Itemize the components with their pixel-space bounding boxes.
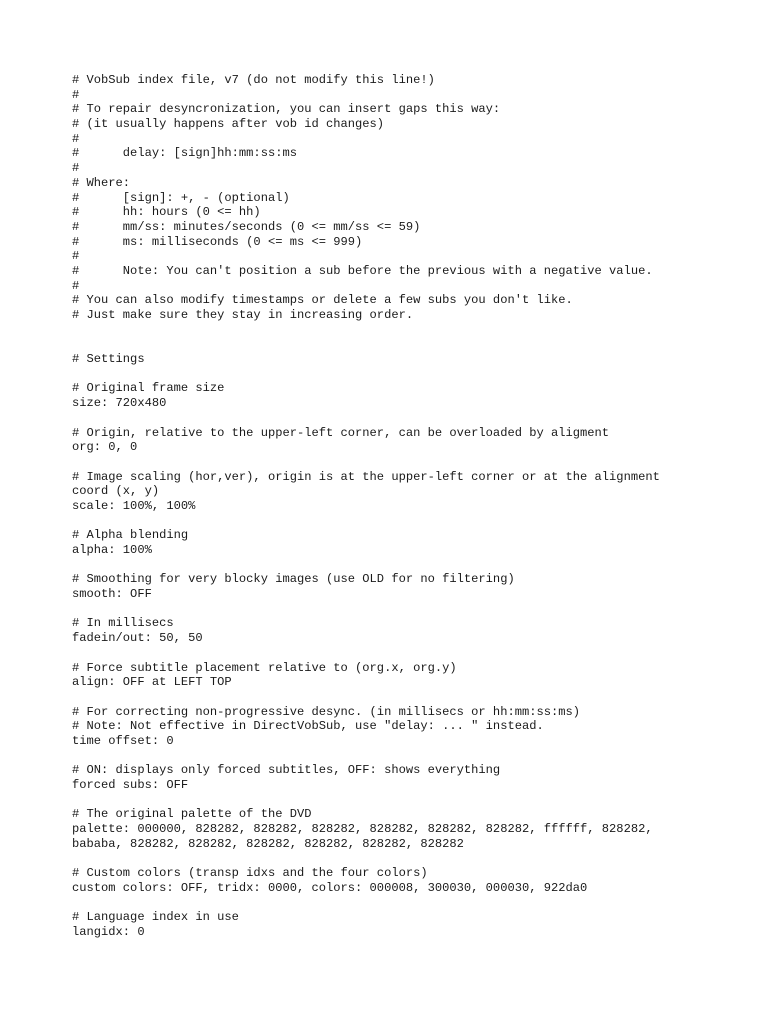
document-line [72, 602, 752, 617]
document-line: # mm/ss: minutes/seconds (0 <= mm/ss <= 59) [72, 219, 421, 234]
document-line [72, 749, 752, 764]
document-line: # ms: milliseconds (0 <= ms <= 999) [72, 234, 363, 249]
document-line: # Just make sure they stay in increasing order. [72, 308, 414, 322]
document-line: time offset: 0 [72, 733, 174, 748]
document-line [72, 646, 752, 661]
document-line: # [72, 249, 80, 264]
document-line: # Where: [72, 175, 131, 190]
document-line: fadein/out: 50, 50 [72, 631, 203, 646]
document-line [72, 558, 752, 573]
document-line: # Custom colors (transp idxs and the four colors) [72, 866, 428, 881]
document-line: # [sign]: +, - (optional) [72, 190, 290, 205]
document-line: smooth: OFF [72, 587, 152, 602]
document-line [72, 896, 752, 911]
document-line: # Language index in use [72, 910, 239, 925]
document-line [72, 455, 752, 470]
document-line: # delay: [sign]hh:mm:ss:ms [72, 146, 297, 161]
document-line [72, 411, 752, 426]
document-line: # To repair desyncronization, you can insert gaps this way: [72, 102, 501, 117]
document-line: # Force subtitle placement relative to (org.x, org.y) [72, 660, 457, 675]
document-line: # Settings [72, 352, 145, 367]
document-line: # VobSub index file, v7 (do not modify this line!) [72, 73, 435, 87]
document-line: # Image scaling (hor,ver), origin is at the upper-left corner or at the alignment [72, 469, 660, 484]
document-line: langidx: 0 [72, 924, 145, 939]
document-line: # [72, 278, 80, 293]
document-line: coord (x, y) [72, 484, 160, 499]
document-line [72, 337, 752, 352]
document-line: # (it usually happens after vob id changes) [72, 117, 385, 132]
document-line [72, 690, 752, 705]
document-line: # ON: displays only forced subtitles, OFF: shows everything [72, 763, 501, 778]
vobsub-index-document [72, 73, 752, 940]
document-line: # You can also modify timestamps or delete a few subs you don't like. [72, 293, 573, 308]
document-line: custom colors: OFF, tridx: 0000, colors: 000008, 300030, 000030, 922da0 [72, 880, 588, 895]
document-line: # Alpha blending [72, 528, 189, 543]
document-line: size: 720x480 [72, 396, 167, 411]
document-line: scale: 100%, 100% [72, 498, 196, 513]
document-line: # In millisecs [72, 616, 174, 631]
document-line: forced subs: OFF [72, 778, 189, 792]
document-line [72, 367, 752, 382]
document-line: # [72, 87, 80, 102]
document-line: # Origin, relative to the upper-left corner, can be overloaded by aligment [72, 425, 610, 440]
document-line: bababa, 828282, 828282, 828282, 828282, 828282, 828282 [72, 836, 464, 851]
document-line: # Note: You can't position a sub before the previous with a negative value. [72, 263, 653, 278]
document-line [72, 793, 752, 808]
document-line: align: OFF at LEFT TOP [72, 675, 232, 690]
document-line: # [72, 161, 80, 176]
document-line: # hh: hours (0 <= hh) [72, 205, 261, 220]
document-line [72, 851, 752, 866]
document-line: # Smoothing for very blocky images (use OLD for no filtering) [72, 572, 515, 587]
document-line: palette: 000000, 828282, 828282, 828282, 828282, 828282, 828282, ffffff, 828282, [72, 822, 653, 837]
document-line: org: 0, 0 [72, 440, 138, 455]
document-line [72, 514, 752, 529]
document-line [72, 323, 752, 338]
document-line: # For correcting non-progressive desync. (in millisecs or hh:mm:ss:ms) [72, 704, 581, 719]
document-line: # [72, 131, 80, 146]
document-line: alpha: 100% [72, 543, 152, 557]
document-line: # Note: Not effective in DirectVobSub, use "delay: ... " instead. [72, 719, 544, 734]
document-line: # The original palette of the DVD [72, 807, 312, 822]
document-line: # Original frame size [72, 381, 225, 396]
